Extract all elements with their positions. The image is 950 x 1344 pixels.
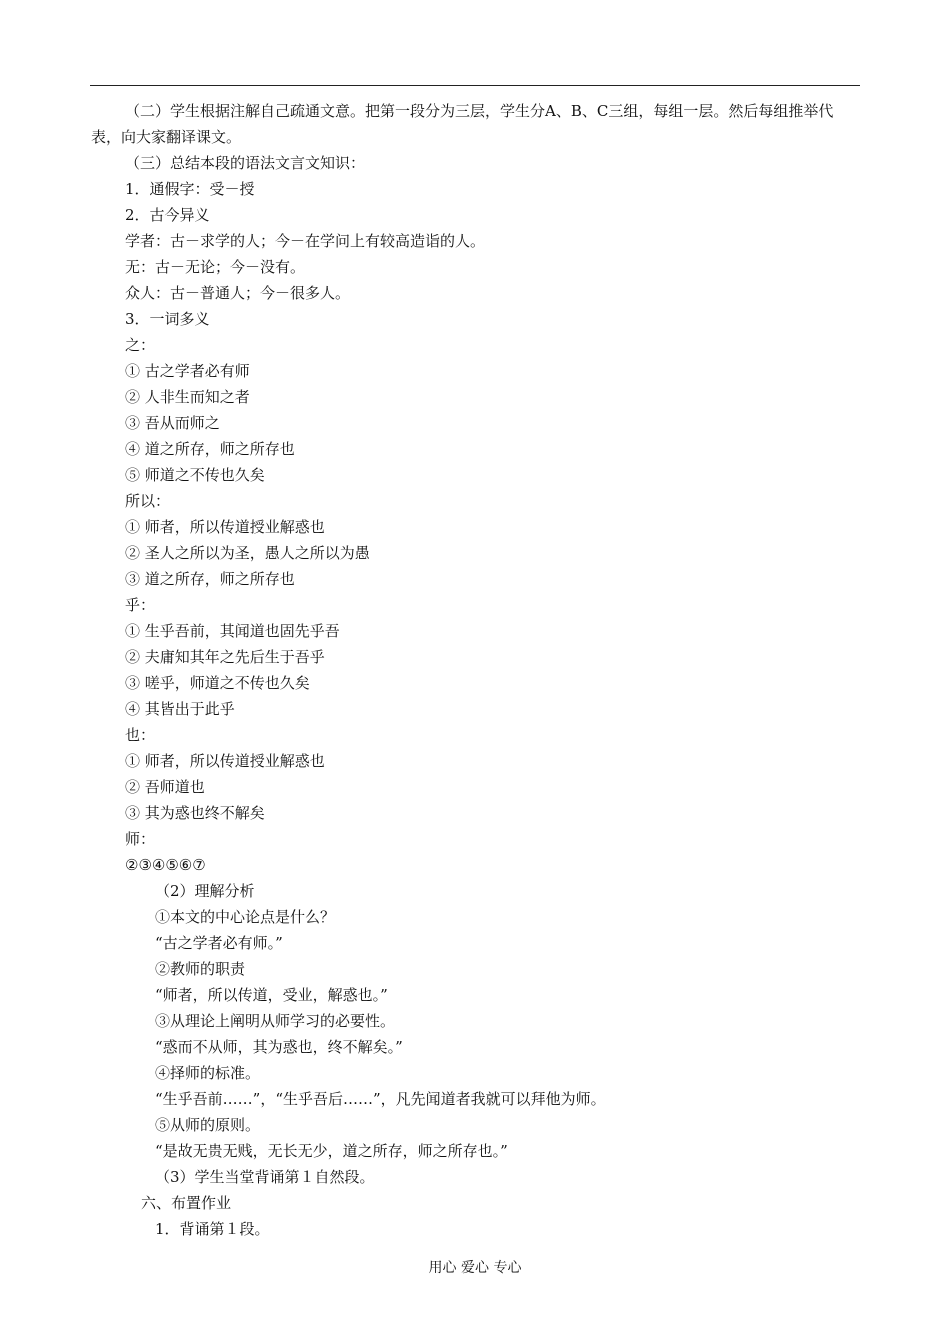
text-line: ③ 吾从而师之 (125, 414, 220, 432)
text-line: 之： (125, 336, 156, 354)
text-line: ② 吾师道也 (125, 778, 205, 796)
text-line: ②教师的职责 (155, 960, 246, 978)
document-body (91, 98, 860, 1242)
text-line: ① 生乎吾前，其闻道也固先乎吾 (125, 622, 340, 640)
text-line: 学者：古－求学的人；今－在学问上有较高造诣的人。 (125, 232, 486, 250)
text-line: ①本文的中心论点是什么？ (155, 908, 336, 926)
text-line: 六、布置作业 (141, 1194, 232, 1212)
text-line: 无：古－无论；今－没有。 (125, 258, 306, 276)
text-line: 1．通假字：受－授 (125, 180, 255, 198)
text-line: ③ 道之所存，师之所存也 (125, 570, 295, 588)
text-line: （二）学生根据注解自己疏通文意。把第一段分为三层，学生分A、B、C三组，每组一层。然后每组推举代表，向大家翻译课文。 (91, 102, 834, 146)
text-line: 3．一词多义 (125, 310, 210, 328)
text-line: （3）学生当堂背诵第１自然段。 (155, 1168, 375, 1186)
text-line: ③ 其为惑也终不解矣 (125, 804, 265, 822)
text-line: ④ 其皆出于此乎 (125, 700, 235, 718)
text-line: “惑而不从师，其为惑也，终不解矣。” (155, 1038, 403, 1056)
text-line: （三）总结本段的语法文言文知识： (125, 154, 366, 172)
text-line: ⑤ 师道之不传也久矣 (125, 466, 265, 484)
text-line: “师者，所以传道，受业，解惑也。” (155, 986, 388, 1004)
text-line: ① 古之学者必有师 (125, 362, 250, 380)
text-line: 2．古今异义 (125, 206, 210, 224)
text-line: （2）理解分析 (155, 882, 255, 900)
page-footer: 用心 爱心 专心 (428, 1260, 522, 1276)
text-line: ⑤从师的原则。 (155, 1116, 261, 1134)
text-line: 乎： (125, 596, 156, 614)
text-line: 也： (125, 726, 156, 744)
text-line: “生乎吾前……”，“生乎吾后……”，凡先闻道者我就可以拜他为师。 (155, 1090, 606, 1108)
text-line: ① 师者，所以传道授业解惑也 (125, 518, 325, 536)
text-line: ②③④⑤⑥⑦ (125, 856, 206, 874)
text-line: ② 圣人之所以为圣，愚人之所以为愚 (125, 544, 370, 562)
text-line: ① 师者，所以传道授业解惑也 (125, 752, 325, 770)
text-line: 众人：古－普通人；今－很多人。 (125, 284, 351, 302)
text-line: “古之学者必有师。” (155, 934, 283, 952)
text-line: ③从理论上阐明从师学习的必要性。 (155, 1012, 396, 1030)
text-line: ② 人非生而知之者 (125, 388, 250, 406)
text-line: ④ 道之所存，师之所存也 (125, 440, 295, 458)
text-line: 所以： (125, 492, 171, 510)
text-line: ③ 嗟乎，师道之不传也久矣 (125, 674, 310, 692)
text-line: “是故无贵无贱，无长无少，道之所存，师之所存也。” (155, 1142, 508, 1160)
text-line: 1．背诵第１段。 (155, 1220, 270, 1238)
text-line: ② 夫庸知其年之先后生于吾乎 (125, 648, 325, 666)
text-line: 师： (125, 830, 156, 848)
text-line: ④择师的标准。 (155, 1064, 261, 1082)
header-rule (90, 85, 860, 86)
